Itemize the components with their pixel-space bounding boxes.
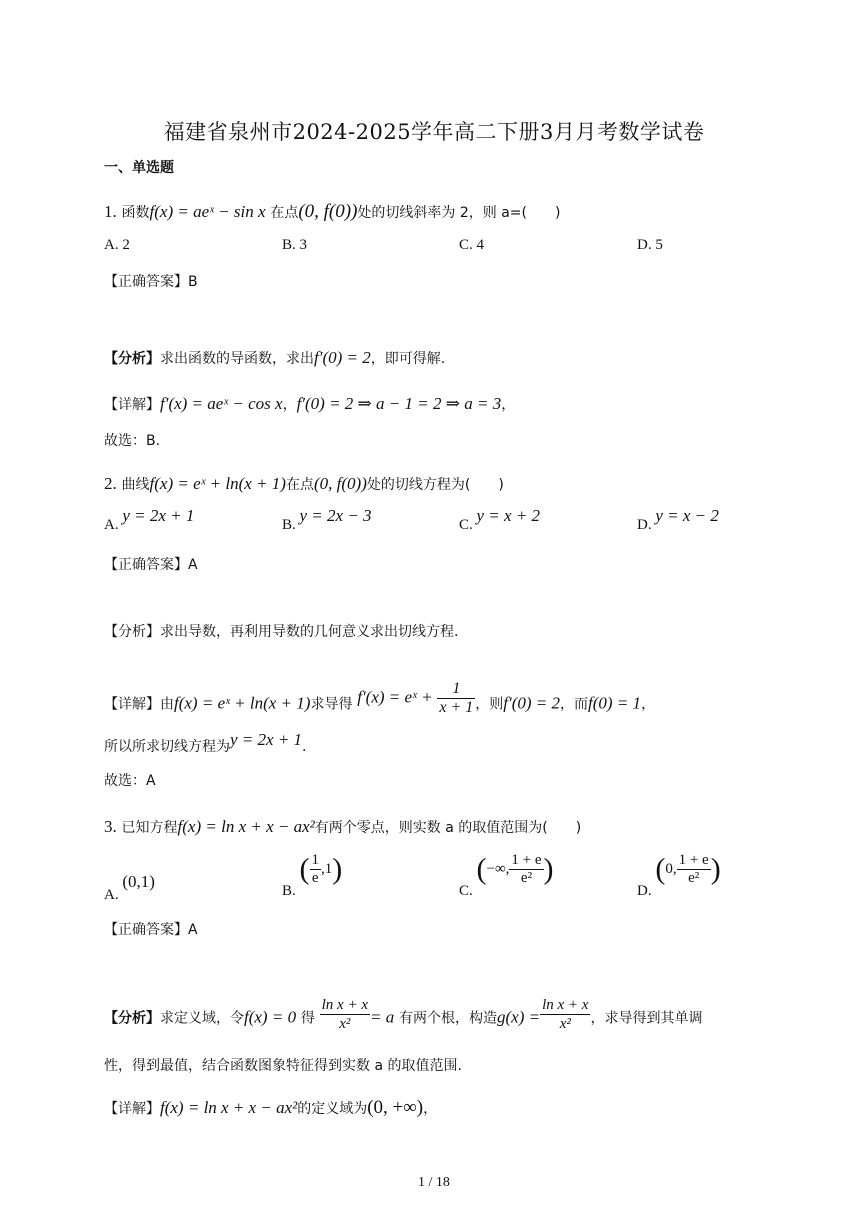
fraction-denominator: e: [311, 870, 319, 886]
math-expression: f′(0) = 2: [503, 693, 561, 713]
right-paren: ): [332, 852, 343, 886]
option-d: [637, 852, 721, 899]
question-number: 1.: [104, 202, 117, 221]
detail: [104, 680, 656, 723]
option-d: D. 5: [637, 237, 663, 253]
correct-answer: 【正确答案】A: [104, 922, 198, 938]
analysis-continued: 性，得到最值，结合函数图象特征得到实数 a 的取值范围.: [104, 1058, 462, 1074]
question-1: [104, 202, 560, 223]
math-expression: −∞,: [486, 861, 510, 877]
question-text: 曲线: [121, 477, 150, 493]
choice-conclusion: 故选：A: [104, 773, 156, 789]
option-letter: B.: [282, 517, 296, 533]
conclusion-text: .: [302, 739, 307, 755]
question-number: 2.: [104, 474, 117, 493]
option-c: [459, 506, 541, 534]
detail-text: ，而: [560, 696, 589, 713]
analysis: [104, 348, 445, 369]
math-expression: 0,: [665, 861, 677, 877]
correct-answer: 【正确答案】A: [104, 557, 198, 573]
math-expression: f(x) = aeˣ − sin x: [149, 202, 266, 221]
conclusion: [104, 730, 307, 757]
math-expression: = a: [369, 1007, 395, 1027]
math-expression: (0, +∞): [367, 1097, 424, 1118]
detail-text: ，: [423, 1101, 438, 1117]
option-c: C. 4: [459, 237, 485, 253]
conclusion-text: 所以所求切线方程为: [104, 739, 230, 755]
math-expression: f(x) = ln x + x − ax²: [177, 817, 315, 836]
detail-label: 【详解】: [104, 397, 160, 413]
option-b: [282, 852, 343, 899]
analysis: [104, 997, 703, 1037]
question-text: 有两个零点，则实数 a 的取值范围为( ): [314, 820, 582, 836]
option-letter: A.: [104, 887, 119, 903]
question-text: 处的切线斜率为 2，则 a=( ): [357, 205, 561, 221]
fraction: [677, 852, 711, 887]
detail-text: 求导得: [310, 696, 353, 713]
question-text: 处的切线方程为( ): [366, 477, 504, 493]
math-expression: f′(x) = aeˣ − cos x: [160, 394, 283, 413]
analysis-text: ，即可得解.: [370, 351, 446, 367]
fraction-denominator: e²: [688, 870, 700, 886]
question-text: 已知方程: [121, 820, 178, 836]
option-a: [104, 506, 195, 534]
math-expression: y = x + 2: [476, 506, 541, 525]
section-heading: 一、单选题: [104, 160, 174, 176]
option-d: [637, 506, 719, 534]
math-expression: f′(0) = 2: [314, 348, 371, 367]
analysis-label: 【分析】: [104, 1010, 160, 1027]
derivative-expression: [357, 680, 475, 717]
detail-text: ，则: [475, 696, 504, 713]
math-expression: f(0) = 1: [588, 693, 642, 713]
analysis-text: ，求导得到其单调: [590, 1010, 703, 1027]
option-a: [104, 872, 155, 903]
detail-label: 【详解】由: [104, 696, 174, 713]
math-expression: (0, f(0)): [313, 474, 367, 493]
fraction-numerator: ln x + x: [321, 997, 368, 1013]
fraction-numerator: 1: [437, 680, 475, 699]
fraction-numerator: 1 + e: [678, 852, 709, 868]
math-expression: f(x) = ln x + x − ax²: [160, 1098, 298, 1117]
option-b: [282, 506, 372, 534]
math-expression: g(x) =: [497, 1007, 541, 1027]
math-expression: f(x) = eˣ + ln(x + 1): [149, 474, 286, 493]
right-paren: ): [543, 852, 554, 886]
question-text: 函数: [121, 205, 150, 221]
page-title: 福建省泉州市2024-2025学年高二下册3月月考数学试卷: [163, 120, 705, 144]
math-expression: ,1: [321, 861, 333, 877]
fraction: [540, 996, 590, 1033]
detail-text: 的定义域为: [297, 1101, 368, 1117]
left-paren: (: [299, 852, 310, 886]
detail-label: 【详解】: [104, 1101, 160, 1117]
fraction-denominator: x²: [339, 1016, 351, 1032]
math-expression: f′(0) = 2 ⇒ a − 1 = 2 ⇒ a = 3: [296, 394, 502, 413]
math-expression: y = 2x + 1: [122, 506, 195, 525]
detail-text: ，: [641, 696, 656, 713]
option-letter: C.: [459, 517, 473, 533]
option-letter: A.: [104, 517, 119, 533]
right-paren: ): [710, 852, 721, 886]
fraction-numerator: ln x + x: [542, 997, 589, 1013]
question-text: 在点: [285, 477, 314, 493]
math-expression: f′(x) = eˣ +: [357, 687, 433, 707]
math-expression: f(x) = eˣ + ln(x + 1): [174, 693, 311, 713]
detail: [104, 394, 515, 415]
detail-text: ，: [282, 397, 297, 413]
analysis-text: 求出函数的导函数，求出: [160, 351, 314, 367]
math-expression: f(x) = 0: [244, 1007, 297, 1027]
left-paren: (: [476, 852, 487, 886]
question-3: [104, 817, 581, 838]
detail: [104, 1098, 437, 1119]
option-letter: B.: [282, 882, 296, 899]
fraction-denominator: e²: [520, 870, 533, 886]
correct-answer: 【正确答案】B: [104, 274, 198, 290]
math-expression: (0, f(0)): [298, 201, 358, 222]
analysis: 【分析】求出导数，再利用导数的几何意义求出切线方程.: [104, 624, 459, 640]
option-c: [459, 852, 554, 899]
analysis-text: 得: [300, 1010, 315, 1027]
option-a: A. 2: [104, 237, 130, 253]
math-expression: (0,1): [122, 872, 155, 891]
detail-text: ，: [501, 397, 516, 413]
choice-conclusion: 故选：B.: [104, 433, 161, 449]
option-letter: C.: [459, 882, 473, 899]
fraction-denominator: x²: [559, 1016, 571, 1032]
math-expression: y = 2x + 1: [230, 730, 303, 749]
fraction-numerator: 1: [311, 852, 320, 868]
fraction: [437, 680, 475, 717]
math-expression: y = x − 2: [655, 506, 719, 525]
option-b: B. 3: [282, 237, 308, 253]
analysis-label: 【分析】: [104, 351, 160, 367]
fraction-numerator: 1 + e: [511, 852, 542, 868]
question-number: 3.: [104, 817, 117, 836]
question-text: 在点: [270, 205, 299, 221]
question-2: [104, 474, 504, 495]
option-letter: D.: [637, 882, 652, 899]
page-number: 1 / 18: [418, 1175, 450, 1190]
math-expression: y = 2x − 3: [299, 506, 372, 525]
left-paren: (: [655, 852, 666, 886]
fraction-denominator: x + 1: [439, 699, 474, 716]
fraction: [320, 996, 370, 1033]
analysis-text: 有两个根，构造: [399, 1010, 497, 1027]
analysis-text: 求定义域，令: [160, 1010, 244, 1027]
fraction: [310, 852, 322, 887]
fraction: [509, 852, 543, 887]
option-letter: D.: [637, 517, 652, 533]
